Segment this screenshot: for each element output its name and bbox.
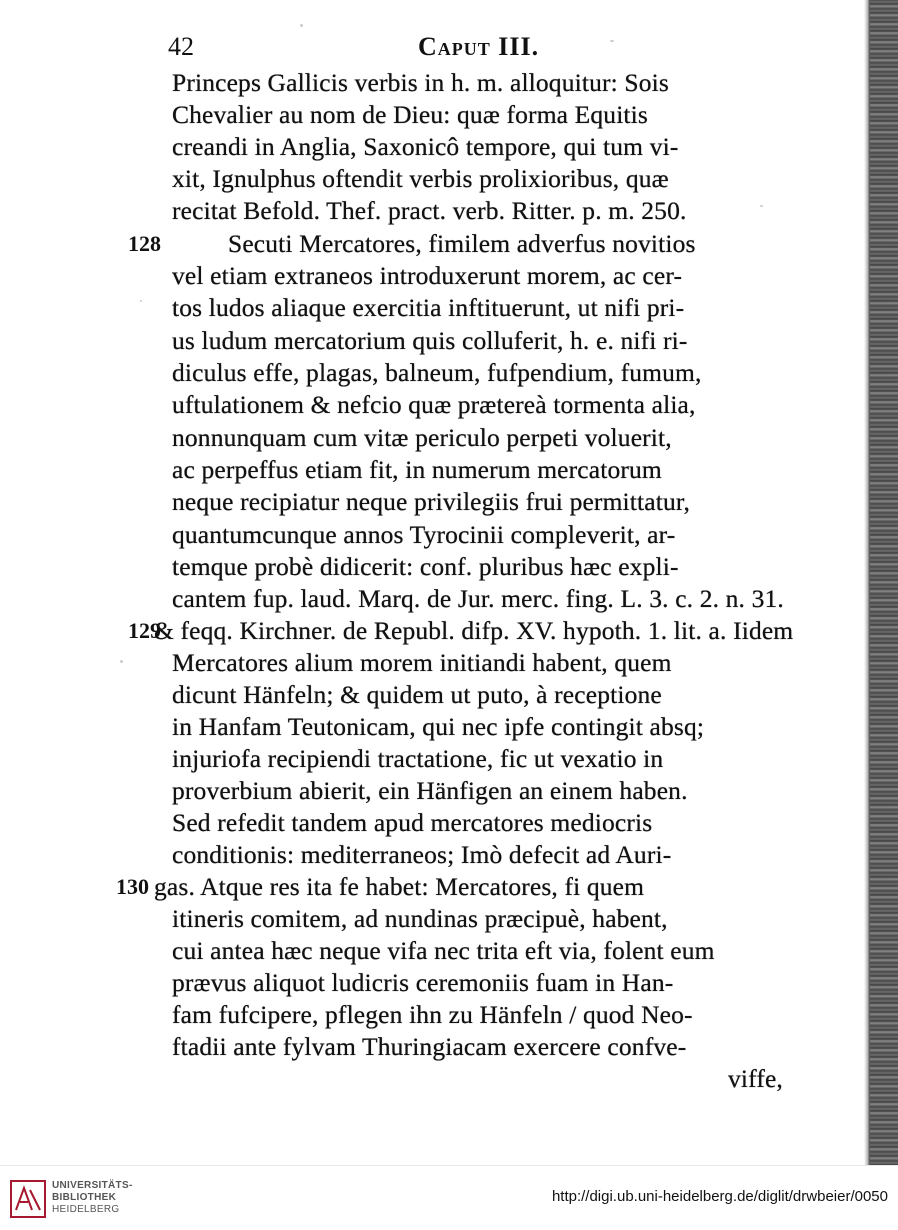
text-line: cantem fup. laud. Marq. de Jur. merc. fing. L. 3. c. 2. n. 31.: [172, 584, 784, 613]
text-line: ftadii ante fylvam Thuringiacam exercere confve-: [172, 1032, 687, 1061]
scan-speck: [140, 300, 142, 302]
text-line: cui antea hæc neque vifa nec trita eft via, folent eum: [172, 936, 715, 965]
text-line: temque probè didicerit: conf. pluribus hæc expli-: [172, 552, 679, 581]
text-line: ac perpeffus etiam fit, in numerum mercatorum: [172, 455, 662, 484]
scan-speck: [300, 24, 303, 27]
text-line: xit, Ignulphus oftendit verbis prolixioribus, quæ: [172, 164, 669, 193]
text-line: nonnunquam cum vitæ periculo perpeti voluerit,: [172, 423, 672, 452]
library-name-line: UNIVERSITÄTS-: [52, 1180, 133, 1191]
text-line: tos ludos aliaque exercitia inftituerunt, ut nifi pri-: [172, 293, 685, 322]
text-line: injuriofa recipiendi tractatione, fic ut vexatio in: [172, 744, 664, 773]
permalink-url[interactable]: http://digi.ub.uni-heidelberg.de/diglit/drwbeier/0050: [551, 1188, 888, 1205]
text-line: prævus aliquot ludicris ceremoniis fuam in Han-: [172, 968, 674, 997]
text-line: Princeps Gallicis verbis in h. m. alloquitur: Sois: [172, 68, 669, 97]
text-line: creandi in Anglia, Saxonicô tempore, qui tum vi-: [172, 132, 679, 161]
margin-number-129: 129: [128, 618, 161, 643]
library-name: [52, 1180, 133, 1216]
text-line: uftulationem & nefcio quæ prætereà tormenta alia,: [172, 390, 696, 419]
library-logo[interactable]: [10, 1178, 133, 1223]
text-line: dicunt Hänfeln; & quidem ut puto, à receptione: [172, 680, 662, 709]
text-line: recitat Befold. Thef. pract. verb. Ritter. p. m. 250.: [172, 196, 687, 225]
text-line: Chevalier au nom de Dieu: quæ forma Equitis: [172, 100, 648, 129]
book-edge: [870, 0, 898, 1165]
running-title: Caput III.: [418, 32, 540, 61]
running-header: [168, 32, 628, 64]
library-seal-icon: [10, 1180, 46, 1218]
page-number: 42: [168, 32, 194, 61]
text-line: proverbium abierit, ein Hänfigen an einem haben.: [172, 776, 688, 805]
text-line: Secuti Mercatores, fimilem adverfus novitios: [228, 229, 696, 258]
scan-speck: [610, 40, 614, 42]
text-line: itineris comitem, ad nundinas præcipuè, habent,: [172, 904, 668, 933]
text-line: Sed refedit tandem apud mercatores mediocris: [172, 808, 653, 837]
text-line: & feqq. Kirchner. de Republ. difp. XV. hypoth. 1. lit. a. Iidem: [154, 616, 794, 645]
viewer-footer: [0, 1165, 898, 1230]
scan-speck: [120, 660, 123, 663]
text-line: us ludum mercatorium quis colluferit, h. e. nifi ri-: [172, 326, 688, 355]
scan-speck: [760, 205, 763, 207]
text-line: quantumcunque annos Tyrocinii compleverit, ar-: [172, 520, 676, 549]
library-name-line: HEIDELBERG: [52, 1204, 120, 1215]
text-line: fam fufcipere, pflegen ihn zu Hänfeln / quod Neo-: [172, 1000, 693, 1029]
text-line: neque recipiatur neque privilegiis frui permittatur,: [172, 487, 691, 516]
text-line: vel etiam extraneos introduxerunt morem, ac cer-: [172, 261, 683, 290]
text-line: in Hanfam Teutonicam, qui nec ipfe contingit absq;: [172, 712, 705, 741]
library-name-line: BIBLIOTHEK: [52, 1192, 117, 1203]
text-line: gas. Atque res ita fe habet: Mercatores, fi quem: [154, 872, 645, 901]
text-line: conditionis: mediterraneos; Imò defecit ad Auri-: [172, 840, 672, 869]
margin-number-128: 128: [128, 231, 161, 256]
margin-number-130: 130: [116, 874, 149, 899]
text-line: Mercatores alium morem initiandi habent, quem: [172, 648, 672, 677]
text-line: diculus effe, plagas, balneum, fufpendium, fumum,: [172, 358, 702, 387]
catchword: viffe,: [728, 1064, 783, 1093]
